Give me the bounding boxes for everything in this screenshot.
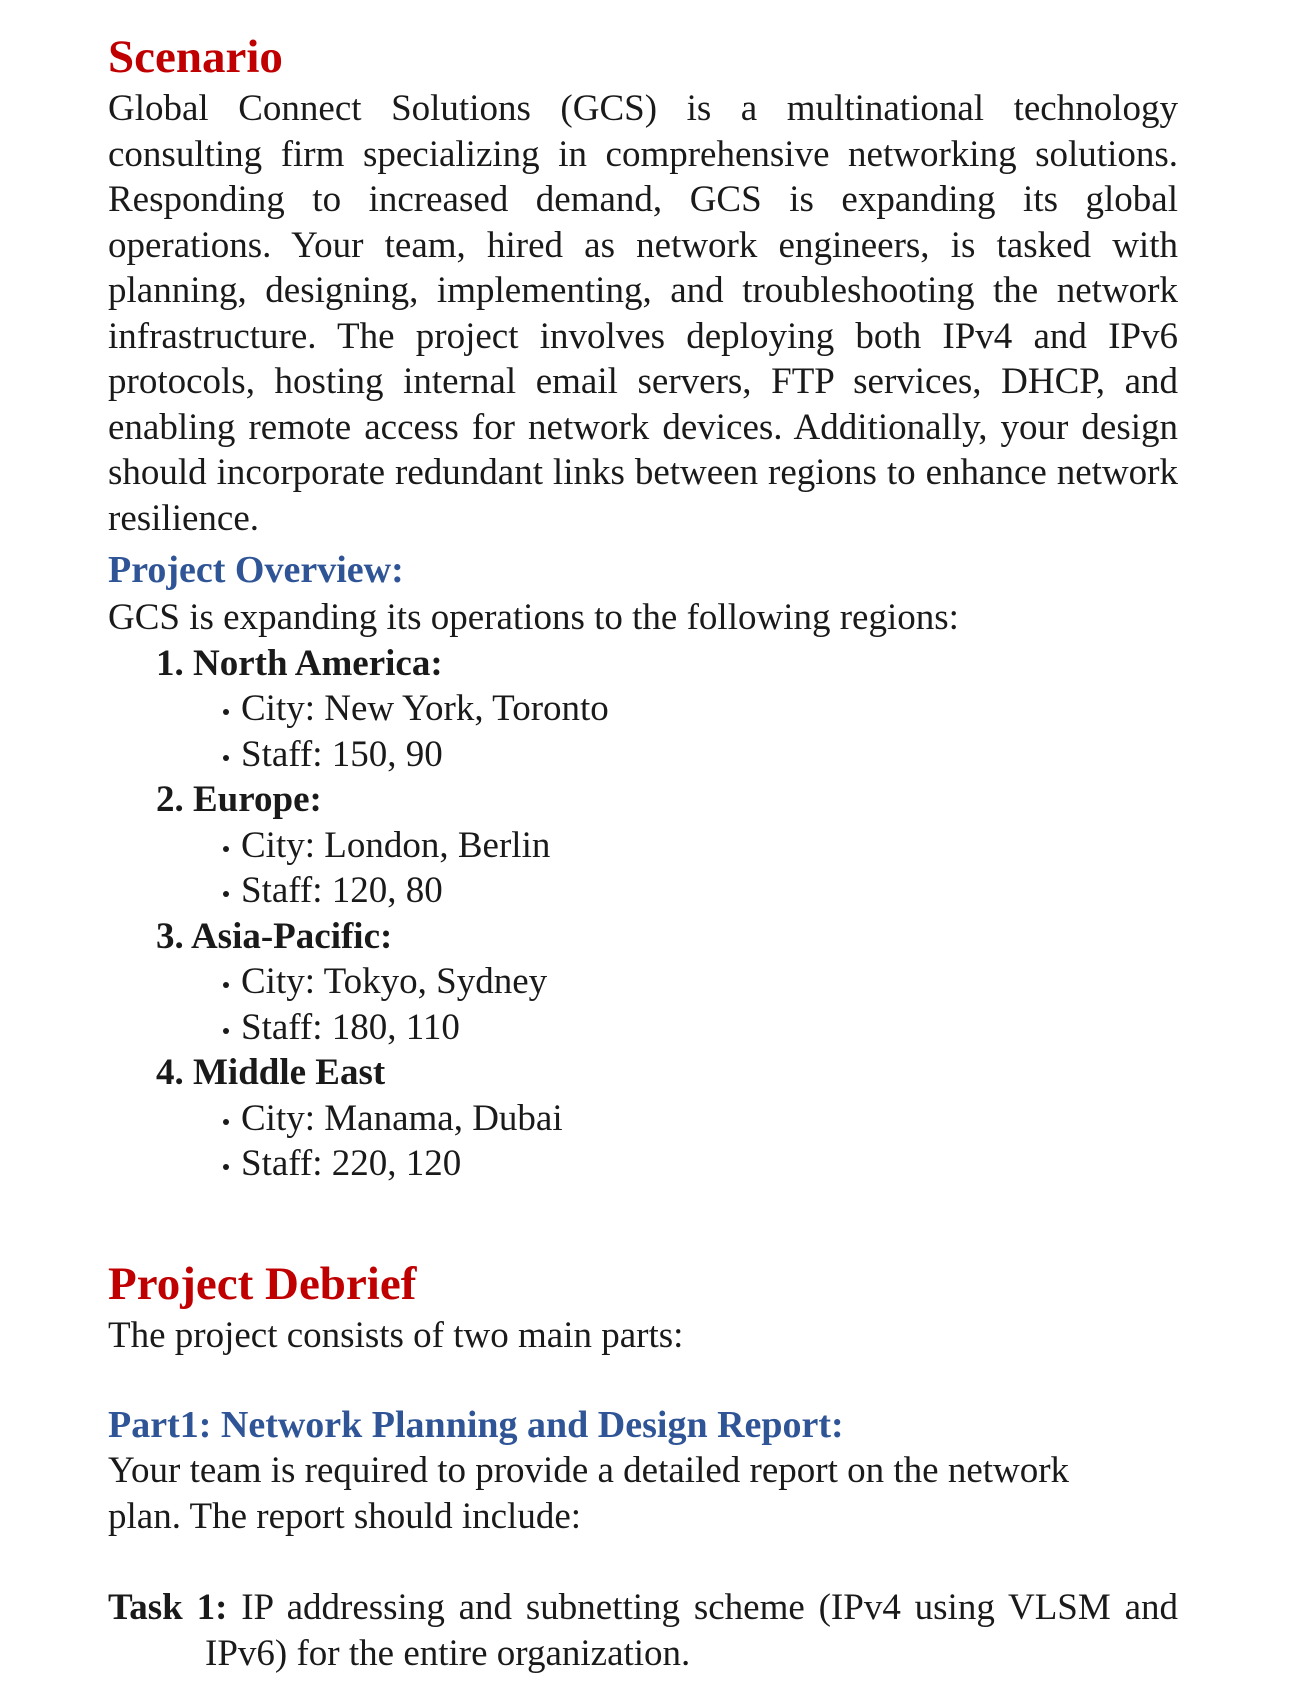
task1: [108, 1585, 1178, 1676]
debrief-heading: Project Debrief: [108, 1257, 417, 1310]
region-city: City: London, Berlin: [223, 823, 1178, 869]
overview-intro: GCS is expanding its operations to the following regions:: [108, 597, 959, 638]
region-details: [156, 686, 1178, 777]
region-list: [108, 641, 1178, 1187]
region-item: [156, 1050, 1178, 1187]
region-name: 3. Asia-Pacific:: [156, 915, 393, 957]
region-name: 2. Europe:: [156, 779, 322, 820]
region-staff: Staff: 120, 80: [223, 868, 1178, 914]
document-page: [108, 28, 1178, 1676]
region-details: [156, 959, 1178, 1050]
region-name: 4. Middle East: [156, 1052, 386, 1093]
scenario-paragraph: Global Connect Solutions (GCS) is a multinational technology consulting firm specializing in comprehensive networking solutions. Responding to increased demand, GCS is expanding its global operations. Your team, hired as network engineers, is tasked with planning, designing, implementing, and troubleshooting the network infrastructure. The project involves deploying both IPv4 and IPv6 protocols, hosting internal email servers, FTP services, DHCP, and enabling remote access for network devices. Additionally, your design should incorporate redundant links between regions to enhance network resilience.: [108, 88, 1178, 539]
region-item: [156, 641, 1178, 778]
region-staff: Staff: 220, 120: [223, 1141, 1178, 1187]
region-city: City: Manama, Dubai: [223, 1096, 1178, 1142]
region-details: [156, 823, 1178, 914]
region-staff: Staff: 180, 110: [223, 1005, 1178, 1051]
region-city: City: New York, Toronto: [223, 686, 1178, 732]
region-item: [156, 777, 1178, 914]
region-name: 1. North America:: [156, 642, 443, 684]
task1-text: IP addressing and subnetting scheme (IPv4 using VLSM and IPv6) for the entire organization.: [205, 1587, 1179, 1674]
region-item: [156, 914, 1178, 1051]
part1-intro: Your team is required to provide a detailed report on the network plan. The report should include:: [108, 1450, 1070, 1537]
part1-heading: Part1: Network Planning and Design Report:: [108, 1404, 844, 1446]
debrief-intro: The project consists of two main parts:: [108, 1314, 684, 1356]
scenario-heading: Scenario: [108, 31, 283, 83]
region-city: City: Tokyo, Sydney: [223, 959, 1178, 1005]
region-details: [156, 1096, 1178, 1187]
task1-label: Task 1:: [108, 1587, 228, 1628]
overview-heading: Project Overview:: [108, 549, 404, 591]
region-staff: Staff: 150, 90: [223, 732, 1178, 778]
